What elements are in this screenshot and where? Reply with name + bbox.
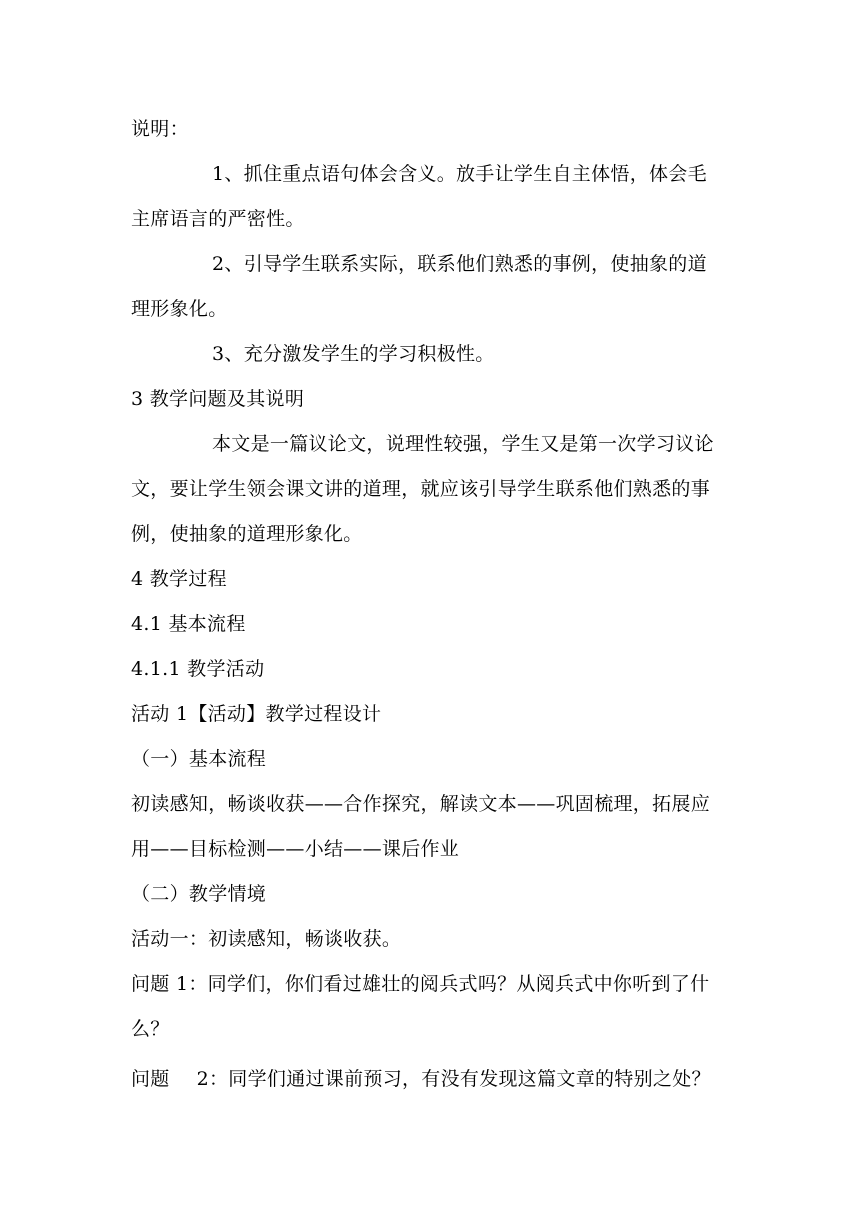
- section-label-explanation: 说明：: [131, 118, 189, 140]
- flow-description-line-1: 初读感知，畅谈收获——合作探究，解读文本——巩固梳理，拓展应: [131, 793, 711, 815]
- question-2-label: 问题: [131, 1068, 170, 1090]
- question-1-line-1: 问题 1：同学们，你们看过雄壮的阅兵式吗？从阅兵式中你听到了什: [131, 973, 710, 995]
- question-2: [131, 1066, 711, 1092]
- heading-basic-flow: 4.1 基本流程: [131, 613, 246, 635]
- activity-1-title: 活动 1【活动】教学过程设计: [131, 703, 382, 725]
- paragraph-problems-line-1: 本文是一篇议论文，说理性较强，学生又是第一次学习议论: [212, 433, 714, 455]
- explanation-item-3: 3、充分激发学生的学习积极性。: [212, 343, 495, 365]
- subheading-basic-flow: （一）基本流程: [131, 748, 267, 770]
- activity-one-label: 活动一：初读感知，畅谈收获。: [131, 928, 402, 950]
- question-2-text: 2：同学们通过课前预习，有没有发现这篇文章的特别之处？: [196, 1068, 711, 1090]
- paragraph-problems-line-2: 文，要让学生领会课文讲的道理，就应该引导学生联系他们熟悉的事: [131, 478, 711, 500]
- flow-description-line-2: 用——目标检测——小结——课后作业: [131, 838, 460, 860]
- explanation-item-2-continued: 理形象化。: [131, 298, 228, 320]
- paragraph-problems-line-3: 例，使抽象的道理形象化。: [131, 523, 363, 545]
- explanation-item-1-continued: 主席语言的严密性。: [131, 208, 305, 230]
- explanation-item-2: 2、引导学生联系实际，联系他们熟悉的事例，使抽象的道: [212, 253, 707, 275]
- question-1-line-2: 么？: [131, 1018, 170, 1040]
- heading-teaching-problems: 3 教学问题及其说明: [131, 388, 305, 410]
- heading-teaching-activity: 4.1.1 教学活动: [131, 658, 265, 680]
- explanation-item-1: 1、抓住重点语句体会含义。放手让学生自主体悟，体会毛: [212, 163, 707, 185]
- heading-teaching-process: 4 教学过程: [131, 568, 227, 590]
- subheading-teaching-situation: （二）教学情境: [131, 883, 267, 905]
